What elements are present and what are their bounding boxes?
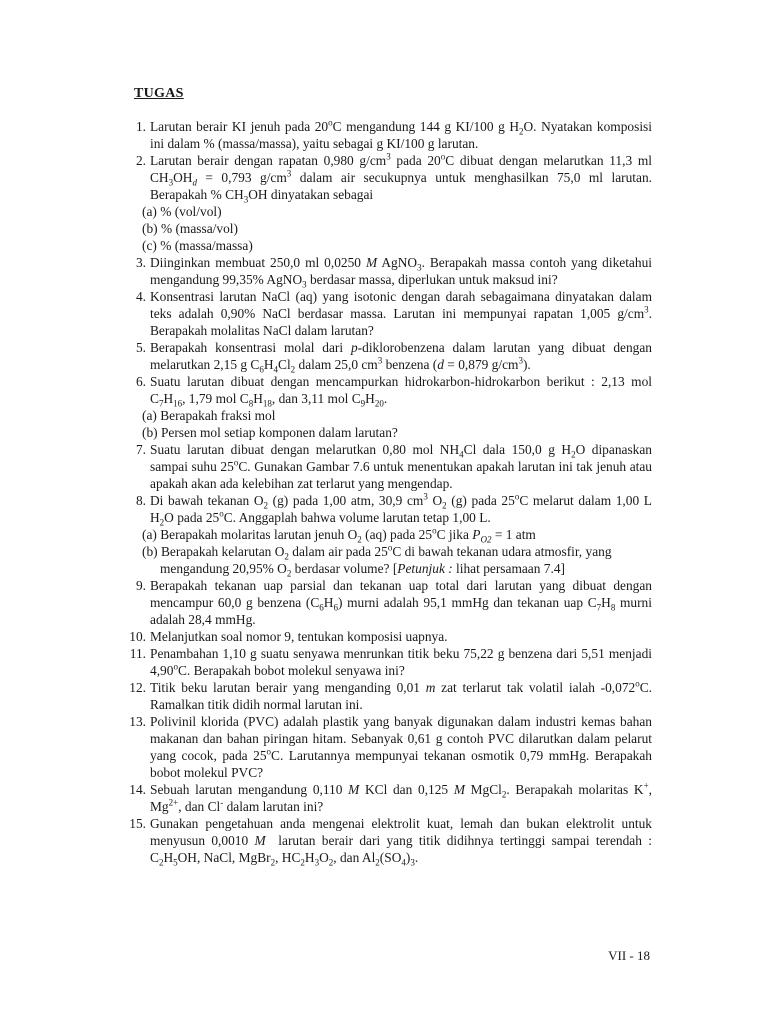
question-item <box>120 781 652 815</box>
page-number: VII - 18 <box>608 948 650 963</box>
question-number: 11. <box>129 646 146 661</box>
sub-question: (b) Berapakah kelarutan $O_2$ dalam air pada 25$^o$C di bawah tekanan udara atmosfir, yang mengandung 20,95% $O_2$ berdasar volume? [Petunjuk : lihat persamaan 7.4] <box>142 542 612 579</box>
question-text: Suatu larutan dibuat dengan mencampurkan hidrokarbon-hidrokarbon berikut : 2,13 mol $C_7H_{16}$, 1,79 mol $C_8H_{18}$, dan 3,11 mol $C_9H_{20}$. <box>150 374 652 409</box>
question-number: 12. <box>129 680 146 695</box>
question-text: Berapakah tekanan uap parsial dan tekanan uap total dari larutan yang dibuat dengan mencampur 60,0 g benzena $(C_6H_6)$ murni adalah 95,1 mmHg dan tekanan uap $C_7H_8$ murni adalah 28,4 mmHg. <box>150 578 652 627</box>
question-text: Di bawah tekanan $O_2$ (g) pada 1,00 atm, 30,9 $cm^3$ $O_2$ (g) pada 25$^o$C melarut dalam 1,00 L $H_2O$ pada 25$^o$C. Anggaplah bahwa volume larutan tetap 1,00 L. <box>150 491 652 528</box>
question-number: 1. <box>135 119 146 134</box>
question-number: 2. <box>135 153 146 168</box>
question-item <box>120 679 652 713</box>
question-text: Larutan berair KI jenuh pada 20$^o$C mengandung 144 g KI/100 g $H_2O$. Nyatakan komposisi ini dalam % (massa/massa), yaitu sebagai g KI/100 g larutan. <box>150 117 652 151</box>
question-number: 4. <box>135 289 146 304</box>
question-number: 10. <box>129 629 146 644</box>
question-number: 13. <box>129 714 146 729</box>
question-text: Melanjutkan soal nomor 9, tentukan komposisi uapnya. <box>150 629 448 644</box>
question-text: Konsentrasi larutan NaCl (aq) yang isotonic dengan darah sebagaimana dinyatakan dalam teks adalah 0,90% NaCl berdasar massa. Larutan ini mempunyai rapatan 1,005 $g/cm^3$. Berapakah molalitas NaCl dalam larutan? <box>150 289 652 338</box>
question-item <box>120 645 652 679</box>
question-text: Berapakah konsentrasi molal dari p-diklorobenzena dalam larutan yang dibuat dengan melarutkan 2,15 g $C_6H_4Cl_2$ dalam 25,0 $cm^3$ benzena (d = 0,879 $g/cm^3$). <box>150 340 652 375</box>
question-item <box>120 713 652 781</box>
question-number: 3. <box>135 255 146 270</box>
sub-question: (b) Persen mol setiap komponen dalam larutan? <box>142 425 398 440</box>
question-item <box>120 288 652 339</box>
question-item <box>120 815 652 866</box>
question-number: 7. <box>135 442 146 457</box>
question-text: Titik beku larutan berair yang menganding 0,01 m zat terlarut tak volatil ialah -0,072$^o$C. Ramalkan titik didih normal larutan ini. <box>150 678 652 712</box>
question-text: Gunakan pengetahuan anda mengenai elektrolit kuat, lemah dan bukan elektrolit untuk menyusun 0,0010 M larutan berair dari yang titik didihnya tertinggi sampai terendah : $C_2H_5OH$, NaCl, MgBr$_2$, $HC_2H_3O_2$, dan $Al_2(SO_4)_3$. <box>150 816 652 868</box>
question-item <box>120 373 652 407</box>
sub-question: (a) Berapakah fraksi mol <box>142 408 276 423</box>
question-text: Suatu larutan dibuat dengan melarutkan 0,80 mol $NH_4Cl$ dala 150,0 g $H_2O$ dipanaskan sampai suhu 25$^o$C. Gunakan Gambar 7.6 untuk menentukan apakah larutan ini tak jenuh atau apakah akan ada kelebihan zat terlarut yang mengendap. <box>150 442 652 491</box>
question-item <box>120 628 652 645</box>
question-text: Diinginkan membuat 250,0 ml 0,0250 M AgNO$_3$. Berapakah massa contoh yang diketahui mengandung 99,35% AgNO$_3$ berdasar massa, diperlukan untuk maksud ini? <box>150 255 652 290</box>
question-text: Polivinil klorida (PVC) adalah plastik yang banyak digunakan dalam industri kemas bahan makanan dan bahan piringan hitam. Sebanyak 0,61 g contoh PVC dilarutkan dalam pelarut yang cocok, pada 25$^o$C. Larutannya mempunyai tekanan osmotik 0,79 mmHg. Berapakah bobot molekul PVC? <box>150 714 652 780</box>
sub-question: (b) % (massa/vol) <box>142 221 238 236</box>
question-item <box>120 254 652 288</box>
question-text: Penambahan 1,10 g suatu senyawa menrunkan titik beku 75,22 g benzena dari 5,51 menjadi 4,90$^o$C. Berapakah bobot molekul senyawa ini? <box>150 646 652 678</box>
question-item <box>120 118 652 152</box>
question-item <box>120 492 652 526</box>
question-number: 15. <box>129 816 146 831</box>
page-title: TUGAS <box>134 86 184 101</box>
question-item <box>120 441 652 492</box>
sub-question: (c) % (massa/massa) <box>142 238 253 253</box>
sub-question: (a) % (vol/vol) <box>142 204 222 219</box>
question-number: 8. <box>135 493 146 508</box>
question-item <box>120 339 652 373</box>
question-text: Sebuah larutan mengandung 0,110 M KCl dan 0,125 M MgCl$_2$. Berapakah molaritas K+, $Mg^{2+}$, dan Cl- dalam larutan ini? <box>150 780 652 814</box>
question-list <box>120 118 652 866</box>
question-number: 14. <box>129 782 146 797</box>
question-item <box>120 577 652 628</box>
question-text: Larutan berair dengan rapatan 0,980 $g/cm^3$ pada 20$^o$C dibuat dengan melarutkan 11,3 ml $CH_3OH_d = 0,793$ $g/cm^3$ dalam air secukupnya untuk menghasilkan 75,0 ml larutan. Berapakah % $CH_3OH$ dinyatakan sebagai <box>150 151 653 205</box>
sub-question: (a) Berapakah molaritas larutan jenuh $O_2$ (aq) pada 25$^o$C jika $P_{O2} = 1$ atm <box>142 525 536 545</box>
question-number: 9. <box>135 578 146 593</box>
question-item <box>120 152 652 203</box>
question-number: 6. <box>135 374 146 389</box>
question-number: 5. <box>135 340 146 355</box>
